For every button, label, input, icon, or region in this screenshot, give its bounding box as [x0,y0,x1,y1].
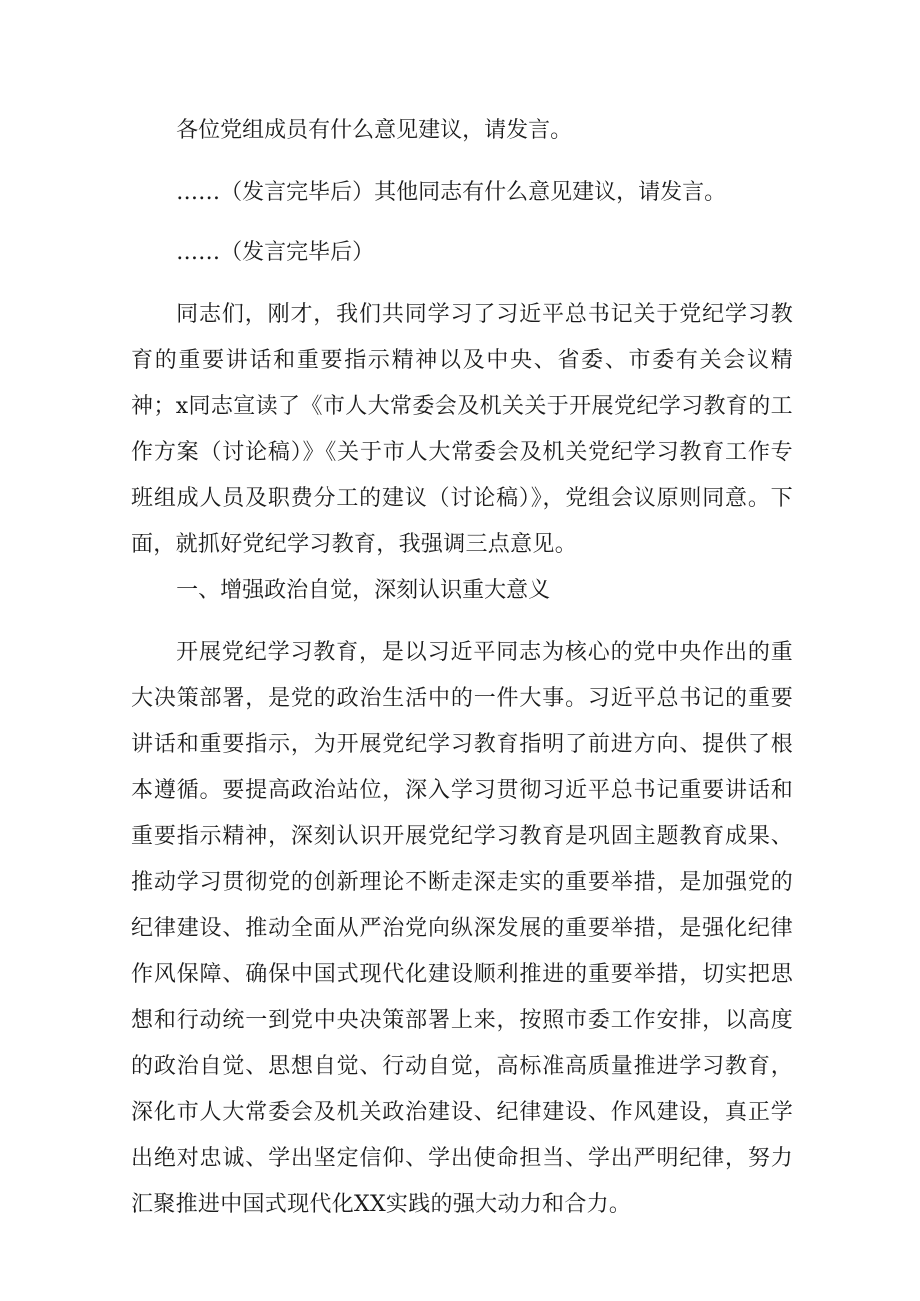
summary-section [131,292,793,568]
paragraph-call-for-comments: 各位党组成员有什么意见建议，请发言。 [176,118,573,143]
paragraph-section-one: 开展党纪学习教育，是以习近平同志为核心的党中央作出的重大决策部署，是党的政治生活中的一件大事。习近平总书记的重要讲话和重要指示，为开展党纪学习教育指明了前进方向、提供了根本遵循。要提高政治站位，深入学习贯彻习近平总书记重要讲话和重要指示精神，深刻认识开展党纪学习教育是巩固主题教育成果、推动学习贯彻党的创新理论不断走深走实的重要举措，是加强党的纪律建设、推动全面从严治党向纵深发展的重要举措，是强化纪律作风保障、确保中国式现代化建设顺利推进的重要举措，切实把思想和行动统一到党中央决策部署上来，按照市委工作安排，以高度的政治自觉、思想自觉、行动自觉，高标准高质量推进学习教育，深化市人大常委会及机关政治建设、纪律建设、作风建设，真正学出绝对忠诚、学出坚定信仰、学出使命担当、学出严明纪律，努力汇聚推进中国式现代化XX实践的强大动力和合力。 [131,640,793,1217]
paragraph-after-remarks: ……（发言完毕后） [176,240,375,265]
paragraph-other-comments: ……（发言完毕后）其他同志有什么意见建议，请发言。 [176,180,727,205]
paragraph-summary: 同志们，刚才，我们共同学习了习近平总书记关于党纪学习教育的重要讲话和重要指示精神以及中央、省委、市委有关会议精神；x同志宣读了《市人大常委会及机关关于开展党纪学习教育的工作方案（讨论稿）》《关于市人大常委会及机关党纪学习教育工作专班组成人员及职费分工的建议（讨论稿）》，党组会议原则同意。下面，就抓好党纪学习教育，我强调三点意见。 [131,302,793,557]
section-one-body [131,630,793,1228]
section-heading-one: 一、增强政治自觉，深刻认识重大意义 [176,578,551,603]
